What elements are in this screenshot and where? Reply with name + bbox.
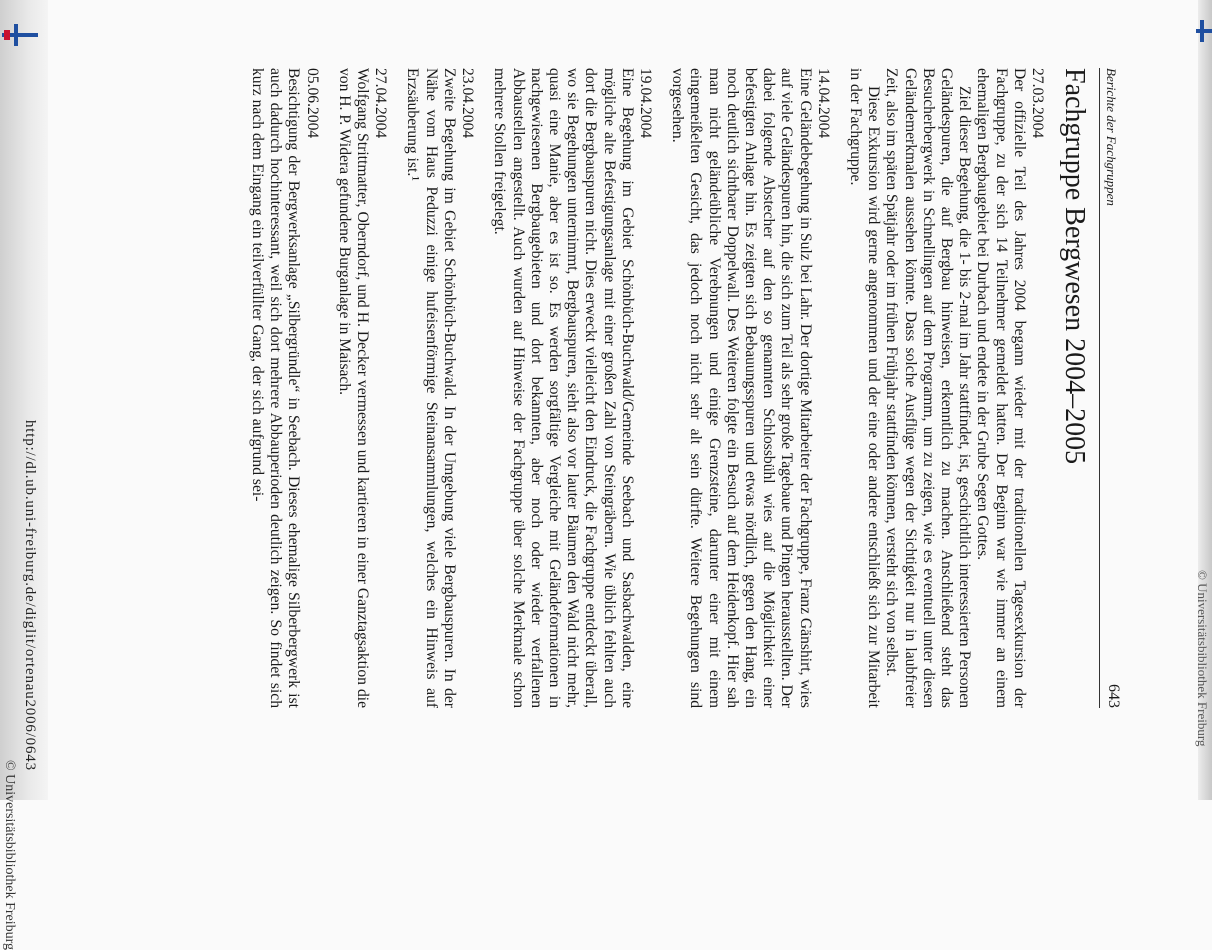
entry-date: 23.04.2004 [459, 68, 477, 139]
article-body [234, 68, 1046, 708]
entry-05-06-2004 [248, 68, 321, 708]
document-page [140, 68, 1120, 708]
copyright-notice: © Universitätsbibliothek Freiburg [2, 760, 17, 950]
article-title: Fachgruppe Bergwesen 2004–2005 [1059, 68, 1090, 465]
entry-date: 05.06.2004 [303, 68, 321, 139]
entry-paragraph: Diese Exkursion wird gerne angenommen und der eine oder andere entschließt sich zur Mitarbeit in der Fachgruppe. [846, 68, 883, 708]
entry-date: 19.04.2004 [636, 68, 654, 139]
entry-paragraph: Besichtigung der Bergwerksanlage „Silbergründle“ in Seebach. Dieses ehemalige Silberbergwerk ist auch dadurch hochinteressant, weil sich dort mehrere Abbauperioden deutlich zeigen. So findet sich kurz nach dem Eingang ein teilverfüllter Gang, der sich aufgrund sei- [249, 68, 303, 708]
entry-paragraph: Der offizielle Teil des Jahres 2004 begann wieder mit der traditionellen Tagesexkursion der Fachgruppe, zu der sich 14 Teilnehmer gemeldet hatten. Der Beginn war wie immer an einem ehemaligen Bergbaugebiet bei Durbach und endete in der Grube Segen Gottes. [974, 68, 1028, 708]
entry-date: 27.03.2004 [1029, 68, 1046, 139]
entry-paragraph: Eine Geländebegehung in Sulz bei Lahr. Der dortige Mitarbeiter der Fachgruppe, Franz Gänshirt, wies auf viele Geländespuren hin, die sich zum Teil als sehr große Tagebaue und Pingen herausstellten. Der dabei folgende Abstecher auf den so genannten Schlossbühl wies auf die Möglichkeit einer befestigten Anlage hin. Es zeigten sich Bebauungsspuren und etwas nördlich, gegen den Hang, ein noch deutlich sichtbarer Doppelwall. Des Weiteren folgte ein Besuch auf dem Heidenkopf. Hier sah man nicht geländeübliche Verebnungen und einige Grenzsteine, darunter einer mit einem eingemeißelten Gesicht, das jedoch noch nicht sehr alt sein dürfte. Weitere Begehungen sind vorgesehen. [669, 68, 814, 709]
library-logo-icon-right [1196, 20, 1212, 42]
page-number: 643 [1105, 684, 1122, 708]
copyright-notice-right: © Universitätsbibliothek Freiburg [1195, 570, 1210, 747]
page-header [1099, 68, 1120, 708]
entry-paragraph: Zweite Begehung im Gebiet Schönbüch-Buchwald. In der Umgebung viele Bergbauspuren. In der Nähe vom Haus Peduzzi einige hufeisenförmige Steinansammlungen, welches ein Hinweis auf Erzsäuberung ist.¹ [404, 68, 458, 708]
entry-paragraph: Eine Begehung im Gebiet Schönbüch-Buchwald/Gemeinde Seebach und Sasbachwalden, eine mögliche alte Befestigungsanlage mit einer großen Zahl von Steingräbern. Wie üblich fehlten auch dort die Bergbauspuren nicht. Dies erweckt vielleicht den Eindruck, die Fachgruppe entdeckt überall, wo sie Begehungen unternimmt, Bergbauspuren, sieht also vor lauter Bäumen den Wald nicht mehr, quasi eine Manie, aber es ist so. Es werden sorgfältige Vergleiche mit Geländeformationen in nachgewiesenen Bergbaugebieten und dort bekannten, aber noch oder wieder verfallenen Abbaustellen angestellt. Auch wurden auf Hinweise der Fachgruppe über solche Merkmale schon mehrere Stollen freigelegt. [491, 68, 636, 708]
library-logo-icon [2, 24, 38, 46]
source-url[interactable]: http://dl.ub.uni-freiburg.de/diglit/ortenau2006/0643 [22, 420, 38, 771]
entry-19-04-2004 [490, 68, 654, 708]
entry-paragraph: Wolfgang Strittmatter, Oberndorf, und H. Decker vermessen und kartieren in einer Ganztagsaktion die von H. P. Widera gefundene Burganlage in Maisach. [335, 68, 372, 708]
entry-date: 27.04.2004 [372, 68, 390, 139]
entry-paragraph: Ziel dieser Begehung, die 1- bis 2-mal im Jahr stattfindet, ist, geschichtlich interessierten Personen Geländespuren, die auf Bergbau hinweisen, erkenntlich zu machen. Anschließend steht das Besucherbergwerk in Schnellingen auf dem Programm, um zu zeigen, wie es eventuell unter diesen Geländemerkmalen aussehen könnte. Dass solche Ausflüge wegen der Sichtigkeit nur in laubfreier Zeit, also im späten Spätjahr oder im frühen Frühjahr stattfinden können, versteht sich von selbst. [883, 68, 974, 708]
entry-27-03-2004 [846, 68, 1046, 708]
entry-23-04-2004 [403, 68, 476, 708]
running-head: Berichte der Fachgruppen [1104, 68, 1119, 206]
entry-date: 14.04.2004 [814, 68, 832, 139]
entry-27-04-2004 [335, 68, 390, 708]
entry-14-04-2004 [668, 68, 832, 708]
